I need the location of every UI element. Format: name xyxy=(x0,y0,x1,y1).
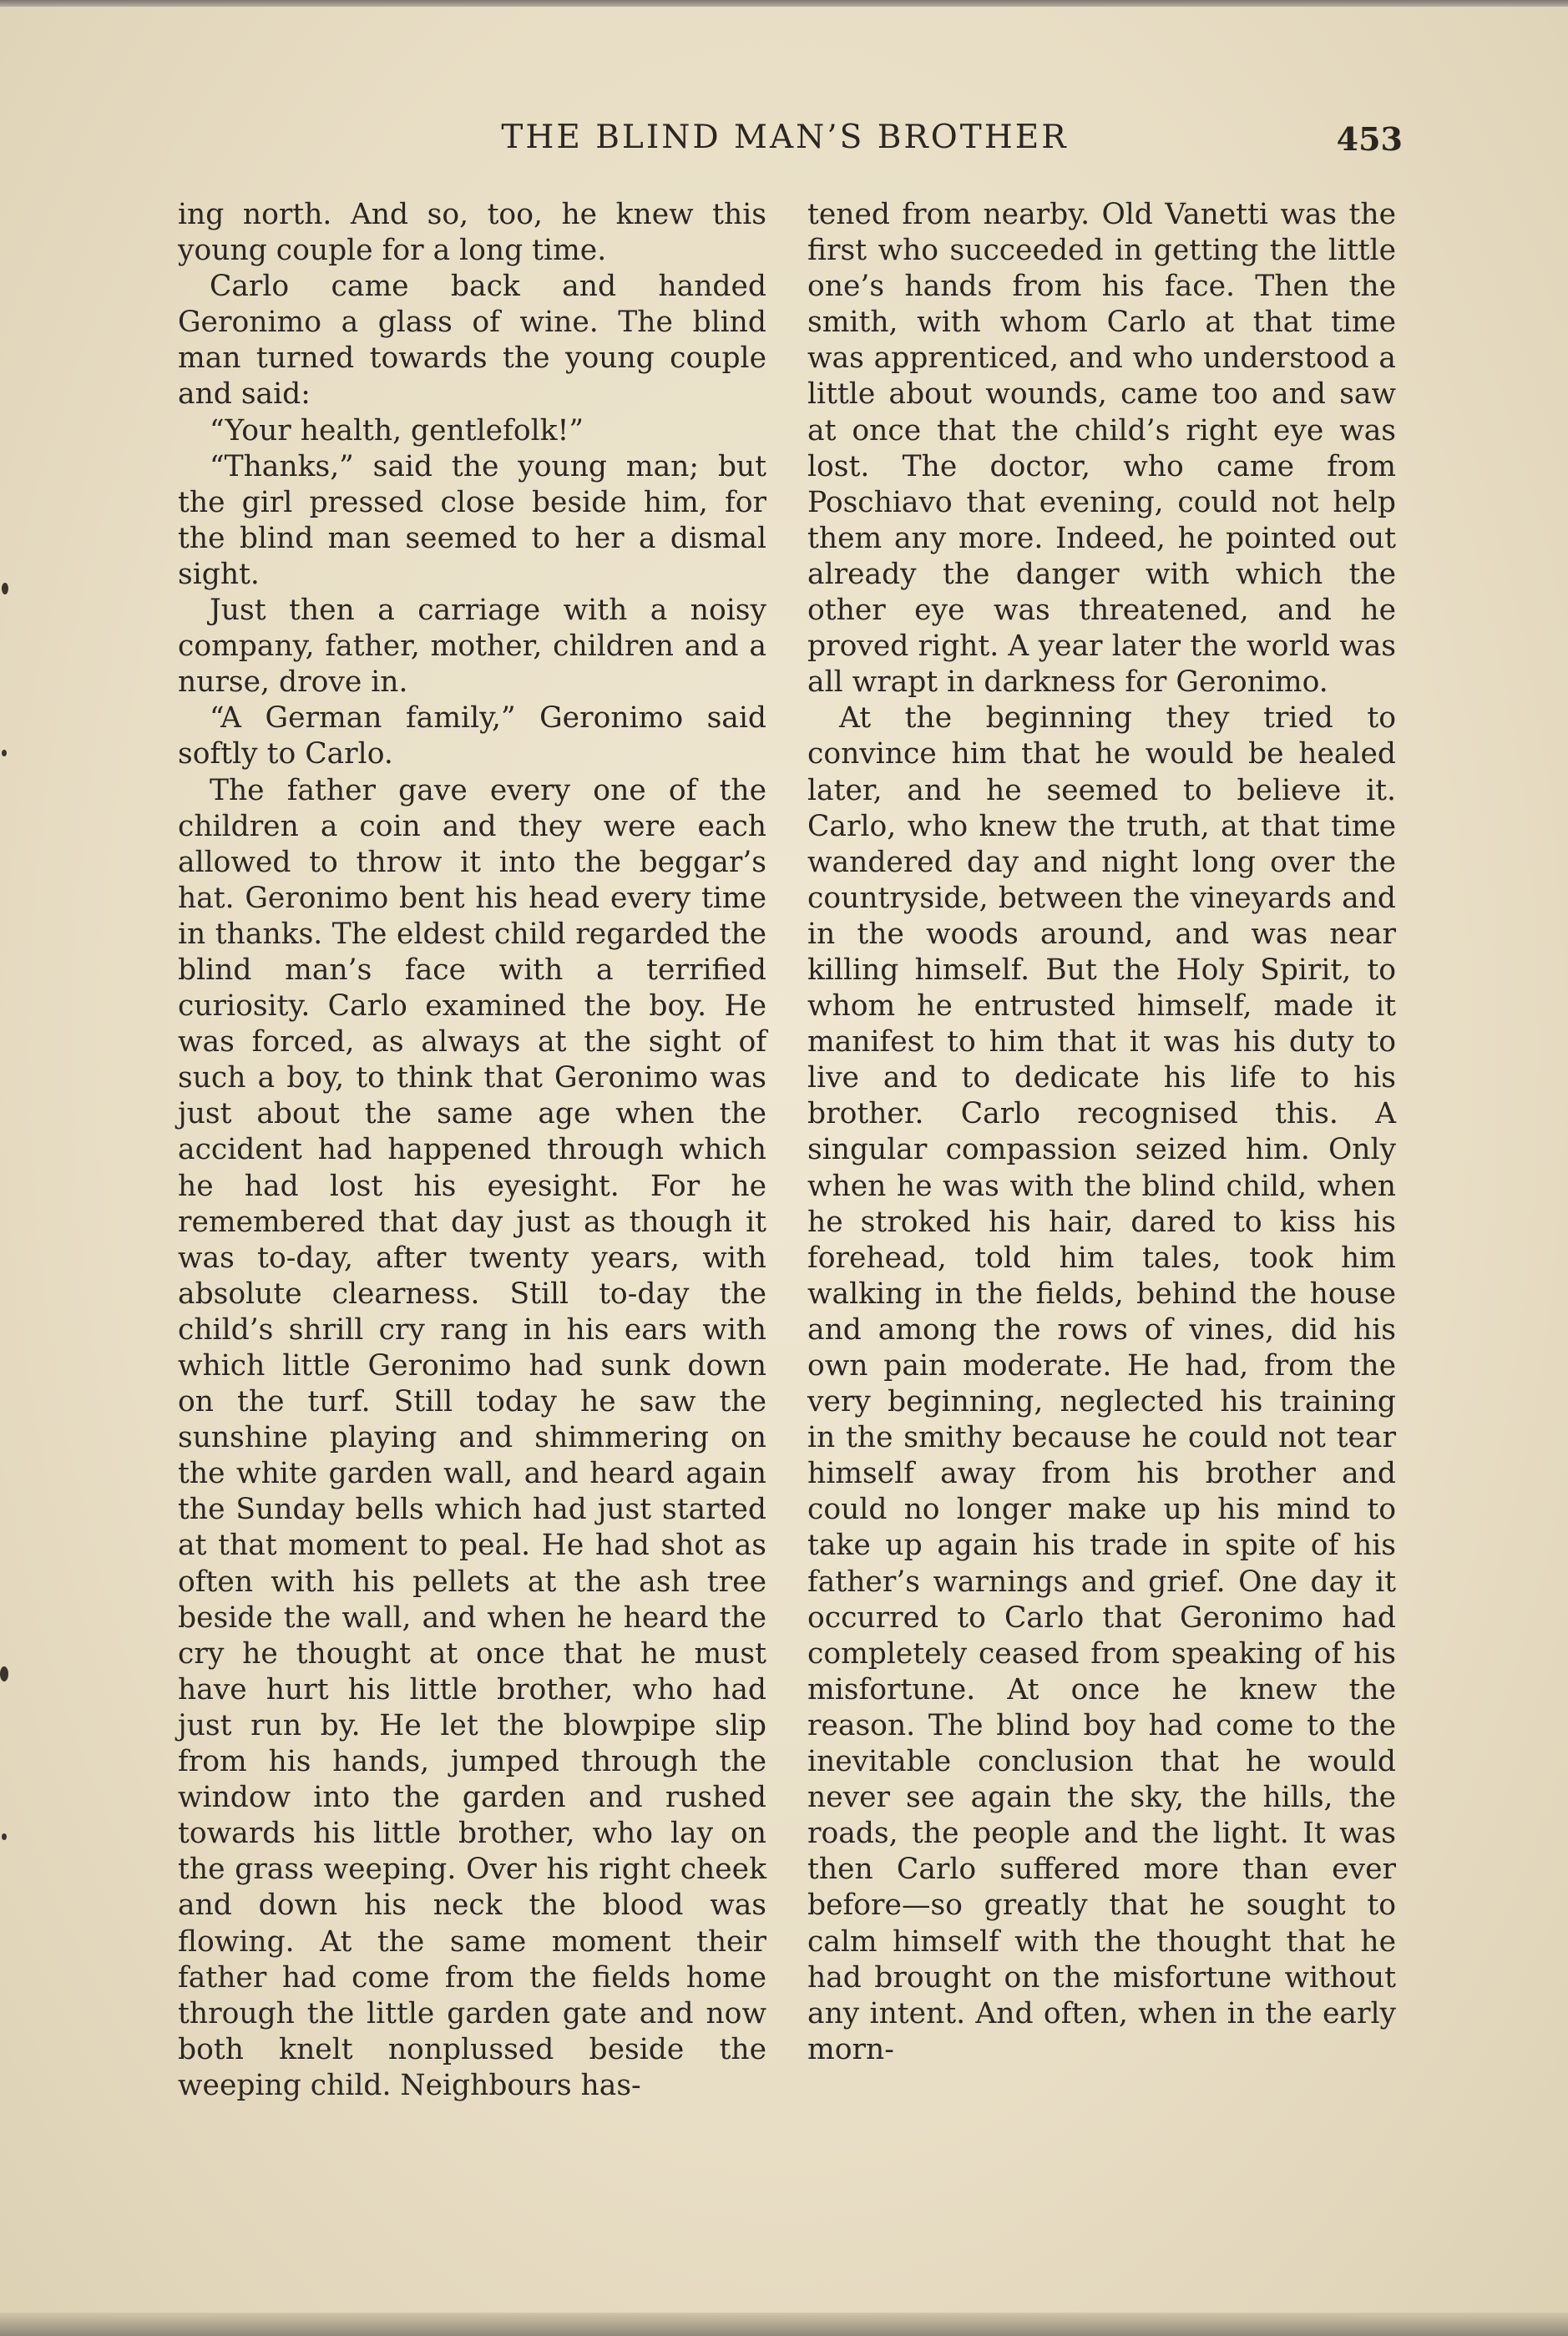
paragraph: Just then a carriage with a noisy company, father, mother, children and a nurse, drove in. xyxy=(178,594,766,700)
page-bottom-edge xyxy=(0,2313,1568,2336)
paragraph: The father gave every one of the children a coin and they were each allowed to throw it into the beggar’s hat. Geronimo bent his head every time in thanks. The eldest child regarded the blind man’s face with a terrified curiosity. Carlo examined the boy. He was forced, as always at the sight of such a boy, to think that Geronimo was just about the same age when the accident had happened through which he had lost his eyesight. For he remembered that day just as though it was to-day, after twenty years, with absolute clearness. Still to-day the child’s shrill cry rang in his ears with which little Geronimo had sunk down on the turf. Still today he saw the sunshine playing and shimmering on the white garden wall, and heard again the Sunday bells which had just started at that moment to peal. He had shot as often with his pellets at the ash tree beside the wall, and when he heard the cry he thought at once that he must have hurt his little brother, who had just run by. He let the blowpipe slip from his hands, jumped through the window into the garden and rushed towards his little brother, who lay on the grass weeping. Over his right cheek and down his neck the blood was flowing. At the same moment their father had come from the fields home through the little garden gate and now both knelt nonplussed beside the weeping child. Neighbours has- xyxy=(178,773,766,2102)
ink-speck xyxy=(2,583,8,594)
paragraph: tened from nearby. Old Vanetti was the first who succeeded in getting the little one’s hands from his face. Then the smith, with whom Carlo at that time was apprenticed, and who understood a little about wounds, came too and saw at once that the child’s right eye was lost. The doctor, who came from Poschiavo that evening, could not help them any more. Indeed, he pointed out already the danger with which the other eye was threatened, and he proved right. A year later the world was all wrapt in darkness for Geronimo. xyxy=(807,198,1396,700)
page-top-edge xyxy=(0,0,1568,7)
page-number: 453 xyxy=(1336,120,1403,158)
left-column xyxy=(178,197,766,2104)
page-header xyxy=(167,117,1403,167)
paragraph: At the beginning they tried to convince him that he would be healed later, and he seemed to believe it. Carlo, who knew the truth, at that time wandered day and night long over the countryside, between the vineyards and in the woods around, and was near killing himself. But the Holy Spirit, to whom he entrusted himself, made it manifest to him that it was his duty to live and to dedicate his life to his brother. Carlo recognised this. A singular compassion seized him. Only when he was with the blind child, when he stroked his hair, dared to kiss his forehead, told him tales, took him walking in the fields, behind the house and among the rows of vines, did his own pain moderate. He had, from the very beginning, neglected his training in the smithy because he could not tear himself away from his brother and could no longer make up his mind to take up again his trade in spite of his father’s warnings and grief. One day it occurred to Carlo that Geronimo had completely ceased from speaking of his misfortune. At once he knew the reason. The blind boy had come to the inevitable conclusion that he would never see again the sky, the hills, the roads, the people and the light. It was then Carlo suffered more than ever before—so greatly that he sought to calm himself with the thought that he had brought on the misfortune without any intent. And often, when in the early morn- xyxy=(807,701,1396,2066)
ink-speck xyxy=(2,750,7,756)
paragraph: “A German family,” Geronimo said softly to Carlo. xyxy=(178,701,766,771)
paragraph: “Your health, gentlefolk!” xyxy=(209,413,584,447)
right-column xyxy=(807,197,1396,2068)
ink-speck xyxy=(2,1833,7,1840)
running-title: THE BLIND MAN’S BROTHER xyxy=(501,119,1069,156)
ink-speck xyxy=(0,1666,8,1681)
paragraph: ing north. And so, too, he knew this young couple for a long time. xyxy=(178,198,766,268)
paragraph: Carlo came back and handed Geronimo a glass of wine. The blind man turned towards the young couple and said: xyxy=(178,270,766,412)
paragraph: “Thanks,” said the young man; but the girl pressed close beside him, for the blind man seemed to her a dismal sight. xyxy=(178,449,766,591)
